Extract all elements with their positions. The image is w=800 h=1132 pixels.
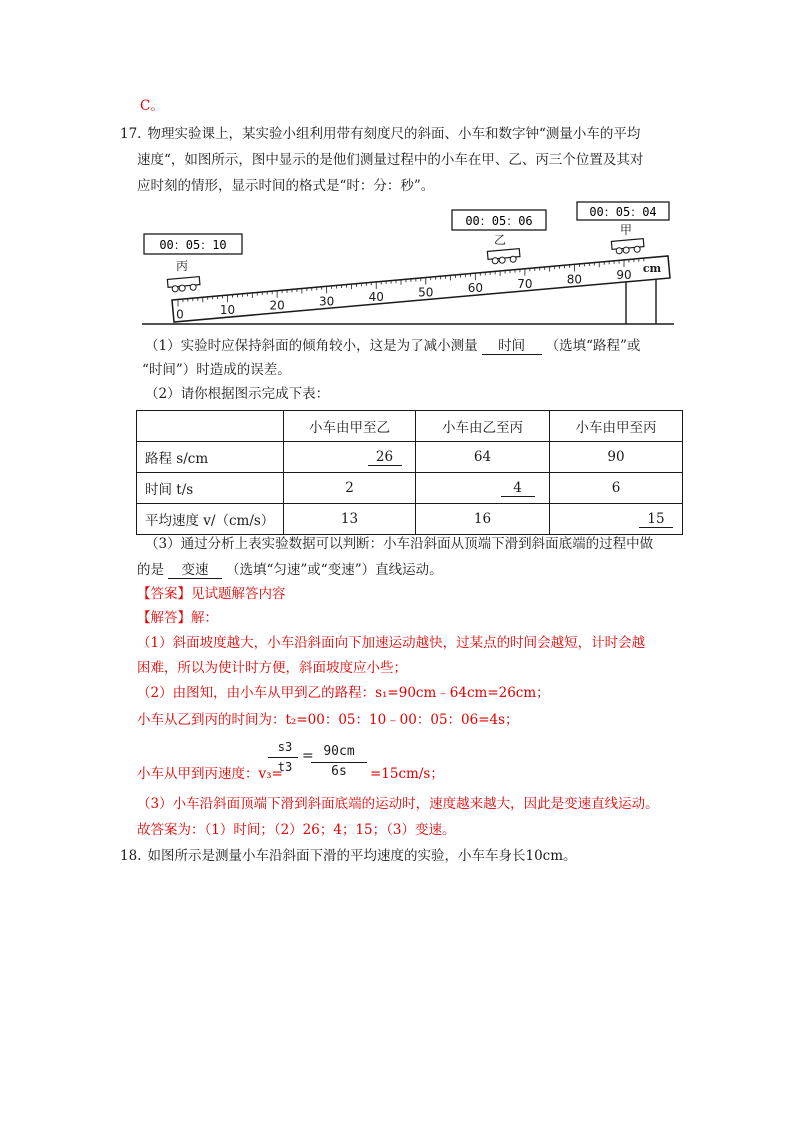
table-cell xyxy=(416,473,550,504)
ruler-tick-label: 30 xyxy=(319,294,335,309)
solution-2-line3-result: =15cm/s； xyxy=(370,766,444,782)
clock-yi-text: 00：05：06 xyxy=(465,214,533,228)
table-header-cell: 小车由甲至丙 xyxy=(550,411,683,442)
label-jia: 甲 xyxy=(619,223,633,237)
ruler-tick-label: 40 xyxy=(368,289,384,304)
clock-jia-text: 00：05：04 xyxy=(589,205,657,219)
table-cell: 13 xyxy=(284,504,416,535)
table-row-label: 平均速度 v/（cm/s） xyxy=(137,504,284,535)
part-3-blank: 变速 xyxy=(168,562,222,579)
ruler-tick-label: 0 xyxy=(176,307,184,322)
table-row-label: 时间 t/s xyxy=(137,473,284,504)
final-answer-line: 故答案为：（1）时间；（2）26；4；15；（3）变速。 xyxy=(137,822,456,838)
fraction-2-bar xyxy=(311,762,367,763)
part-3-line2: 的是 变速 （选填“匀速”或“变速”）直线运动。 xyxy=(137,562,443,578)
question-18-stem: 18. 如图所示是测量小车沿斜面下滑的平均速度的实验，小车车身长10cm。 xyxy=(120,848,577,864)
table-header-row xyxy=(137,411,683,442)
fraction-2-denominator: 6s xyxy=(331,764,347,779)
solution-2-line2: 小车从乙到丙的时间为：t₂=00：05：10﹣00：05：06=4s； xyxy=(137,712,519,728)
label-yi: 乙 xyxy=(493,233,507,247)
inclined-plane-figure xyxy=(138,196,678,328)
question-17-stem-line1: 17. 物理实验课上，某实验小组利用带有刻度尺的斜面、小车和数字钟“测量小车的平均 xyxy=(120,126,641,142)
fraction-2-numerator: 90cm xyxy=(323,744,355,759)
ruler-tick-label: 20 xyxy=(269,298,285,313)
solution-3-line: （3）小车沿斜面顶端下滑到斜面底端的运动时，速度越来越大，因此是变速直线运动。 xyxy=(137,796,659,812)
cart-yi xyxy=(487,249,520,265)
solution-title: 【解答】解： xyxy=(137,610,218,626)
ruler-unit: cm xyxy=(642,262,662,275)
solution-1-line1: （1）斜面坡度越大，小车沿斜面向下加速运动越快，过某点的时间会越短，计时会越 xyxy=(137,635,646,651)
table-cell: 16 xyxy=(416,504,550,535)
solution-2-line3-prefix: 小车从甲到丙速度：v₃= xyxy=(137,766,283,782)
clock-yi xyxy=(452,210,546,230)
ruler-tick-label: 80 xyxy=(566,272,583,287)
label-bing: 丙 xyxy=(175,259,189,273)
question-number: 17. xyxy=(120,126,142,142)
part-3-line1: （3）通过分析上表实验数据可以判断：小车沿斜面从顶端下滑到斜面底端的过程中做 xyxy=(145,536,654,552)
part-1-line2: “时间”）时造成的误差。 xyxy=(142,362,291,378)
part-2-line: （2）请你根据图示完成下表： xyxy=(145,386,330,402)
ruler-tick-label: 60 xyxy=(467,281,483,296)
solution-2-line1: （2）由图知，由小车从甲到乙的路程：s₁=90cm﹣64cm=26cm； xyxy=(137,685,550,701)
previous-answer: C。 xyxy=(140,98,164,114)
solution-1-line2: 困难，所以为使计时方便，斜面坡度应小些； xyxy=(137,660,407,676)
table-row xyxy=(137,504,683,535)
fraction-1-numerator: s3 xyxy=(277,740,293,754)
table-cell: 2 xyxy=(284,473,416,504)
question-17-stem-line3: 应时刻的情形，显示时间的格式是“时：分：秒”。 xyxy=(137,178,435,194)
cart-jia xyxy=(611,239,644,255)
data-table xyxy=(136,410,683,535)
part-1-blank: 时间 xyxy=(482,338,542,355)
ruler-tick-label: 90 xyxy=(616,268,632,282)
ruler-tick-label: 10 xyxy=(219,303,236,318)
table-cell xyxy=(550,504,683,535)
table-row-label: 路程 s/cm xyxy=(137,442,284,473)
answer-line: 【答案】见试题解答内容 xyxy=(137,586,286,602)
answer-fill: 15 xyxy=(639,512,673,528)
part-1-line1: （1）实验时应保持斜面的倾角较小，这是为了减小测量 时间 （选填“路程”或 xyxy=(145,338,641,354)
equals-sign: = xyxy=(302,748,314,764)
clock-jia xyxy=(577,202,669,220)
table-cell: 6 xyxy=(550,473,683,504)
answer-fill: 4 xyxy=(501,481,535,497)
cart-bing xyxy=(167,277,200,293)
table-cell: 90 xyxy=(550,442,683,473)
answer-fill: 26 xyxy=(368,450,402,466)
clock-bing-text: 00：05：10 xyxy=(159,238,227,252)
table-row xyxy=(137,442,683,473)
table-cell: 64 xyxy=(416,442,550,473)
table-header-cell: 小车由甲至乙 xyxy=(284,411,416,442)
table-row xyxy=(137,473,683,504)
table-header-cell: 小车由乙至丙 xyxy=(416,411,550,442)
table-cell xyxy=(284,442,416,473)
table-header-cell xyxy=(137,411,284,442)
question-number: 18. xyxy=(120,848,142,864)
question-17-stem-line2: 速度“，如图所示，图中显示的是他们测量过程中的小车在甲、乙、丙三个位置及其对 xyxy=(137,152,644,168)
ruler-tick-label: 70 xyxy=(517,276,533,291)
clock-bing xyxy=(144,234,242,254)
fraction-1-denominator: t3 xyxy=(277,760,293,774)
fraction-1-bar xyxy=(268,757,298,758)
ruler-tick-label: 50 xyxy=(418,285,434,300)
